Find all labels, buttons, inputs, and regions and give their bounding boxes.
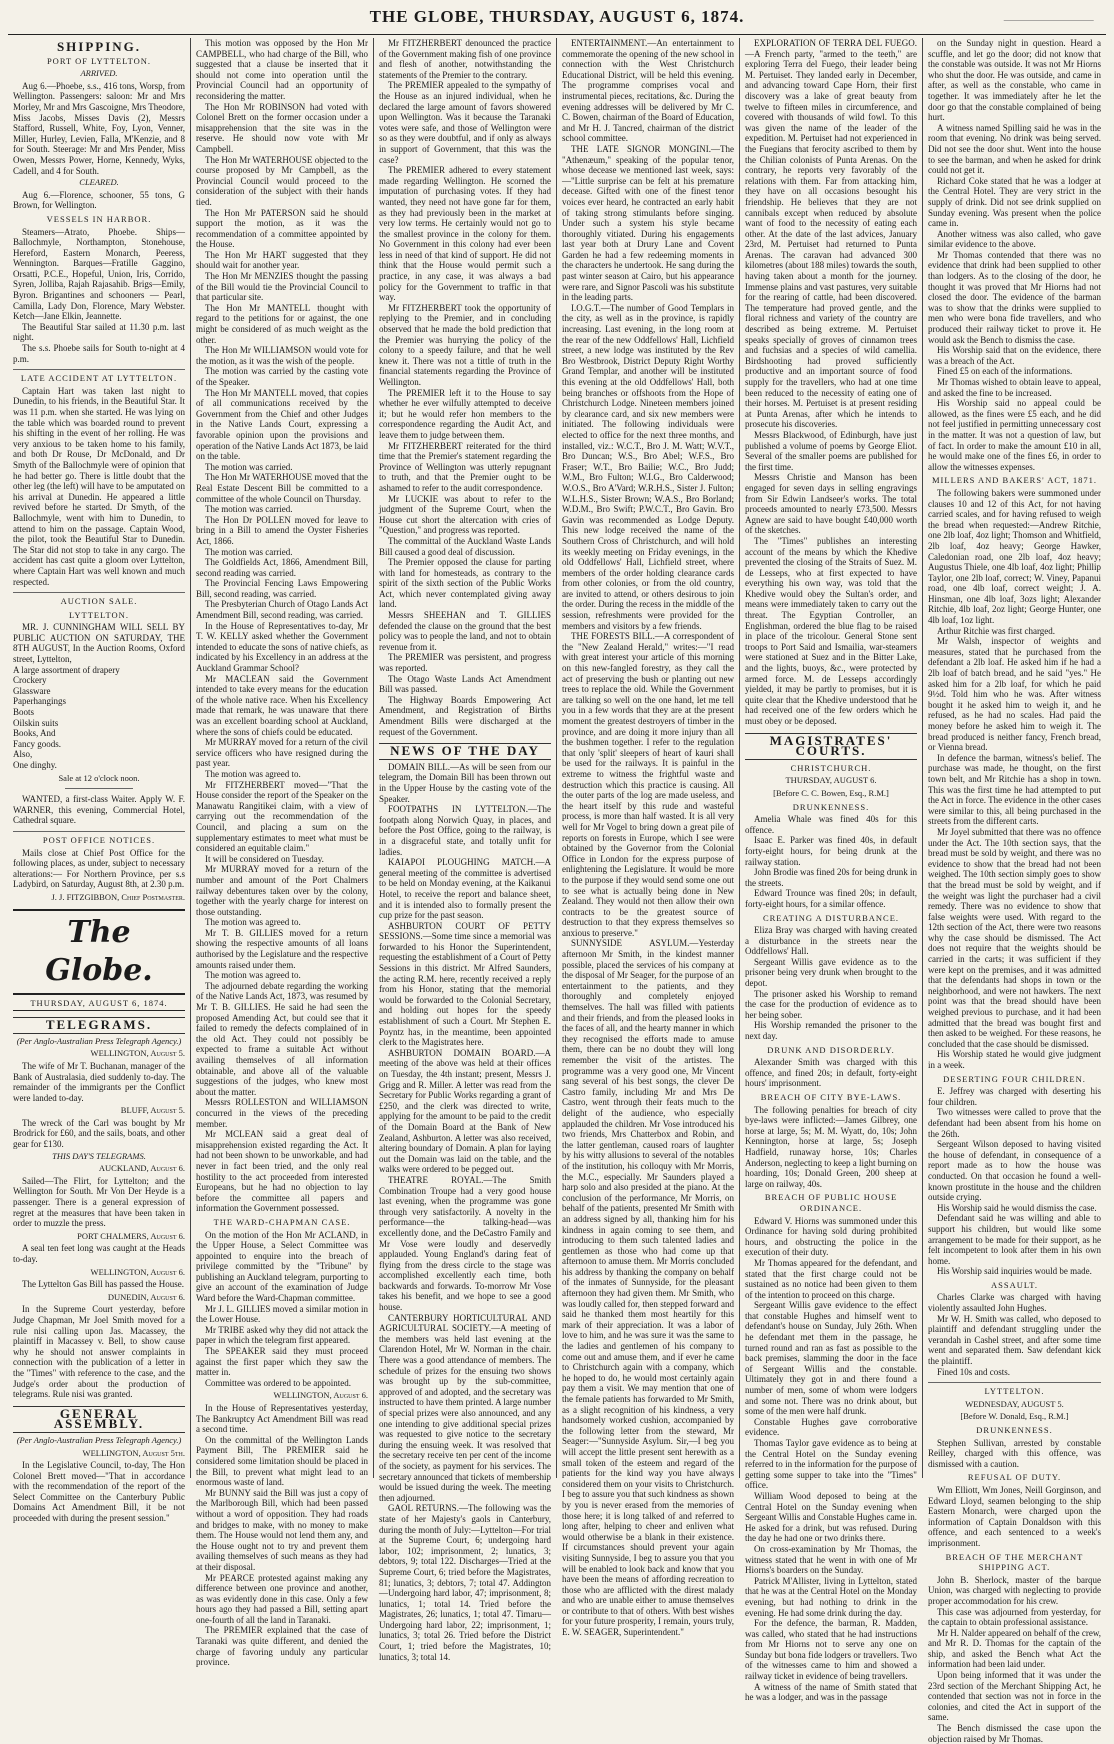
- vessels-text: Steamers—Atrato, Phoebe. Ships—Ballochmyle, Northampton, Stonehouse, Hereford, Eastern Monarch, Peeress, Wennington. Barques—Fratille Gaggino, Orsatti, P.C.E., Hopeful, Union, Iris, Corrido, Syren, Jolliba, Rajah Rajasahib. Brigs—Emily, Byron. Brigantines and schooners — Pearl, Camilla, Lady Don, Florence, Mary Webster. Ketch—Jane Elkin, Jeannette.: [13, 226, 185, 322]
- paragraph: Mr J. L. GILLIES moved a similar motion in the Lower House.: [196, 1303, 368, 1325]
- post-heading: POST OFFICE NOTICES.: [13, 831, 185, 846]
- paragraph: The Presbyterian Church of Otago Lands Act Amendment Bill, second reading, was carried.: [196, 599, 368, 621]
- case-heading: DESERTING FOUR CHILDREN.: [943, 1073, 1086, 1084]
- paragraph: On the motion of the Hon Mr ACLAND, in the Upper House, a Select Committee was appointed to enquire into the breach of privilege committed by the "Tribune" by publishing an Auckland telegram, purporting to give an account of the examination of Judge Ward before the Ward-Chapman committee.: [196, 1229, 368, 1304]
- paragraph: Mr Thomas contended that there was no evidence that drink had been supplied to other than lodgers. As to the closing of the door, he thought it was proved that Mr Hiorns had not closed the door. The evidence of the barman was to show that the drinks were supplied to men who were bona fide travellers, and who produced their railway ticket to prove it. He would ask the Bench to dismiss the case.: [928, 249, 1101, 345]
- paragraph: Committee was ordered to be appointed.: [205, 1377, 351, 1388]
- news-item: ASHBURTON COURT OF PETTY SESSIONS.—Some time since a memorial was forwarded to his Honor the Superintendent, requesting the establishment of a Court of Petty Sessions in this district. Mr Alfred Saunders, the acting R.M. here, recently received a reply from his Honor, stating that the memorial would be forwarded to the Colonial Secretary, and holding out hopes for the speedy establishment of such a Court. Mr Stephen E. Poyntz has, in the meantime, been appointed clerk to the Magistrates here.: [379, 920, 551, 1048]
- paragraph: The Goldfields Act, 1866, Amendment Bill, second reading was carried.: [196, 557, 368, 578]
- paragraph: The SPEAKER said they must proceed against the first paper which they saw the matter in.: [196, 1346, 368, 1378]
- paragraph: Arthur Ritchie was first charged.: [937, 625, 1056, 636]
- telegram-dateline: WELLINGTON, August 6.: [90, 1266, 185, 1277]
- case-heading: DRUNK AND DISORDERLY.: [767, 1044, 895, 1055]
- paragraph: The Hon Mr MANTELL thought with regard to the petitions for or against, the one might be considered of as much weight as the other.: [196, 302, 368, 345]
- auction-item: Also,: [13, 749, 33, 760]
- paragraph: The following penalties for breach of city bye-laws were inflicted:—James Gilbrey, one horse at large, 5s; M. M. Wyatt, do, 10s; John Kennington, horse at large, 5s; Joseph Hadfield, runaway horse, 10s; Charles Anderson, neglecting to keep a light burning on hoarding, 10s; Donald Green, 200 sheep at large on railway, 40s.: [745, 1104, 917, 1189]
- paragraph: The motion was carried.: [205, 461, 293, 472]
- auction-item: Oilskin suits: [13, 717, 59, 728]
- paragraph: The Bench dismissed the case upon the objection raised by Mr Thomas.: [928, 1723, 1101, 1744]
- case-heading: CREATING A DISTURBANCE.: [762, 912, 900, 923]
- paragraph: Mr H. Nalder appeared on behalf of the crew, and Mr R. D. Thomas for the captain of the ship, and asked the Bench what Act the information had been laid under.: [928, 1627, 1101, 1670]
- news-item: KAIAPOI PLOUGHING MATCH.—A general meeting of the committee is advertised to be held on Monday evening, at the Kaikanui Hotel, to receive the report and balance sheet, and it is intended also to formally present the cup prize for the past season.: [379, 857, 551, 921]
- paragraph: Edward V. Hiorns was summoned under this Ordinance for having sold during prohibited hours, and obstructing the police in the execution of their duty.: [745, 1215, 917, 1258]
- paragraph: Mr FITZHERBERT took the opportunity of replying to the Premier, and in concluding observed that he made the bold prediction that the Premier was hurrying the policy of the colony to a speedy failure, and that he well knew it. There was not a tittle of truth in the financial statements regarding the Province of Wellington.: [379, 302, 551, 387]
- paragraph: The following bakers were summoned under clauses 10 and 12 of this Act, for not having carried scales, and for having refused to weigh the bread when requested:—Andrew Ritchie, one 2lb loaf, 4oz light; Thomson and Whitfield, 2lb loaf, 4oz heavy; George Hawker, Caledonian road, one 2lb loaf, 4oz heavy; Augustus Thiele, one 4lb loaf, 4oz light; Phillip Taylor, one 2lb loaf, correct; W. Viney, Papanui road, one 4lb loaf, correct weight; J. A. Hinsman, one 4lb loaf, 3ozs light; Alexander Ritchie, 4lb loaf, 2oz light; George Hunter, one 4lb loaf, 1oz light.: [928, 487, 1101, 626]
- paragraph: The PREMIER appealed to the sympathy of the House as an injured individual, when he declared the large amount of favors showered upon Wellington. Was it because the Taranaki votes were safe, and those of Wellington were so as they were doubtful, and if only as always in support of Government, that this was the case?: [379, 80, 551, 165]
- court-bench: [Before C. C. Bowen, Esq., R.M.]: [773, 787, 889, 798]
- telegram-text: The wreck of the Carl was bought by Mr Brodrick for £60, and the sails, boats, and other gear for £130.: [13, 1117, 185, 1150]
- column-2: [191, 38, 374, 1668]
- paragraph: The Hon Mr WATERHOUSE objected to the course proposed by Mr Campbell, as the Provincial Council would proceed to the consideration of the subject with their hands tied.: [196, 154, 368, 207]
- telegram-text: The wife of Mr T. Buchanan, manager of the Bank of Australasia, died suddenly to-day. The remainder of the immigrants per the Conflict were landed to-day.: [13, 1060, 185, 1103]
- paragraph: The Otago Waste Lands Act Amendment Bill was passed.: [379, 673, 551, 695]
- news-item: Messrs Blackwood, of Edinburgh, have just published a volume of poems by George Eliot. Several of the smaller poems are published for the first time.: [745, 429, 917, 472]
- todays-telegrams-heading: THIS DAY'S TELEGRAMS.: [52, 1150, 146, 1161]
- telegrams-heading: TELEGRAMS.: [13, 1017, 185, 1034]
- paragraph: His Worship said no appeal could be allowed, as the fines were £5 each, and he did not feel justified in permitting unnecessary cost in the matter. It was not a question of law, but of fact. In order to make the amount £10 in all, he would make one of the fines £6, in order to allow the witnesses expenses.: [928, 398, 1101, 472]
- court-heading: LYTTELTON.: [928, 1382, 1101, 1397]
- case-heading: BREACH OF THE MERCHANT SHIPPING ACT.: [945, 1551, 1084, 1573]
- case-heading: BREACH OF CITY BYE-LAWS.: [760, 1092, 902, 1102]
- paragraph: The Hon Mr MANTELL moved, that copies of all communications received by the Government from the Chief and other Judges in the Native Lands Court, expressing a favorable opinion upon the provisions and operation of the Native Lands Act 1873, be laid on the table.: [196, 387, 368, 462]
- vessels-heading: VESSELS IN HARBOR.: [46, 213, 152, 224]
- paragraph: John Brodie was fined 20s for being drunk in the streets.: [745, 867, 917, 888]
- phoebe-text: The s.s. Phoebe sails for South to-night at 4 p.m.: [13, 343, 185, 364]
- separator: [65, 788, 134, 789]
- paragraph: The motion was agreed to.: [205, 970, 301, 981]
- auction-item: Books, And: [13, 728, 56, 739]
- news-item: The "Times" publishes an interesting account of the means by which the Khedive prevented the closing of the Straits of Suez. M. de Lesseps, who at first expected to have everything his own way, was told that the Khedive would obey the Sultan's order, and means were immediately taken to carry out the threat. The Egyptian Controller, an Englishman, ordered the blue flag to be raised in place of the tricolour. General Stone sent troops to Port Said and Ismailia, war-steamers were stationed at Suez and in the Bitter Lake, and the lights, buoys, &c., were protected by armed force. M. de Lesseps accordingly yielded, it may be partly to promises, but it is quite clear that the Khedive understood that he had received one of the few orders which he must obey or be deposed.: [745, 535, 917, 726]
- arrived-text: Aug 6.—Phoebe, s.s., 416 tons, Worsp, from Wellington. Passengers: saloon: Mr and Mrs Morley, Mr and Mrs Gascoigne, Mrs Theodore, Miss Jacobs, Misses Davis (2), Messrs Stafford, Russell, White, Foy, Lyon, Venner, Miller, Hurley, Levien, Falla, M'Kenzie, and 8 for South. Steerage: Mr and Mrs Pender, Miss Owen, Messrs Power, Horne, Kennedy, Wyks, Cadell, and 4 for South.: [13, 80, 185, 176]
- paragraph: Constable Hughes gave corroborative evidence.: [745, 1416, 917, 1438]
- postmaster: J. J. FITZGIBBON, Chief Postmaster.: [51, 891, 185, 902]
- news-item: ASHBURTON DOMAIN BOARD.—A meeting of the above was held at their offices on Tuesday, the 4th instant; present, Messrs J. Grigg and R. Miller. A letter was read from the Secretary for Public Works regarding a grant of £250, and the clerk was directed to write, applying for the amount to be paid to the credit of the Domain Board at the Bank of New Zealand, Ashburton. A letter was also received, altering boundary of Domain. A plan for laying out the Domain was laid on the table, and the walks were ordered to be pegged out.: [379, 1047, 551, 1175]
- case-heading: MILLERS AND BAKERS' ACT, 1871.: [931, 475, 1098, 486]
- paragraph: Mr Walsh, inspector of weights and measures, stated that he purchased from the defendant a 2lb loaf. He asked him if he had a 2lb loaf of batch bread, and he said "yes." He asked him for a 2lb loaf, for which he paid 9½d. Told him who he was. After witness bought it he asked him to weigh it, and he refused, as he had no scales. Had paid the money before he asked him to weigh it. The bread produced is neither fancy, French bread, or Vienna bread.: [928, 636, 1101, 753]
- paragraph: In the House of Representatives to-day, Mr T. W. KELLY asked whether the Government intended to educate the sons of native chiefs, as indicated by his Excellency in an address at the Auckland Grammar School?: [196, 620, 368, 674]
- assembly-source: (Per Anglo-Australian Press Telegraph Agency.): [16, 1434, 182, 1445]
- paragraph: The adjourned debate regarding the working of the Native Lands Act, 1873, was resumed by Mr T. B. GILLIES. He said he had seen the proposed Amending Act, but could see that it failed to remedy the defects complained of in the old Act. They could not possibly be expected to frame a suitable Act without availing themselves of all information obtainable, and above all of the valuable suggestions of the judges, who knew most about the matter.: [196, 980, 368, 1097]
- paragraph: Sergeant Wilson deposed to having visited the house of defendant, in consequence of a report made as to how the house was conducted. On that occasion he found a well-known prostitute in the house and the children outside crying.: [928, 1139, 1101, 1203]
- case-heading: REFUSAL OF DUTY.: [967, 1472, 1062, 1483]
- paragraph: The prisoner asked his Worship to remand the case for the production of evidence as to her being sober.: [745, 988, 917, 1020]
- auction-time: Sale at 12 o'clock noon.: [58, 772, 140, 783]
- paragraph: It will be considered on Tuesday.: [205, 853, 324, 864]
- ward-chapman-heading: THE WARD-CHAPMAN CASE.: [213, 1216, 351, 1227]
- globe-nameplate: [13, 909, 185, 995]
- column-4: [557, 38, 740, 1638]
- auction-item: Boots: [13, 707, 35, 718]
- paragraph: His Worship said he would dismiss the case.: [937, 1202, 1097, 1213]
- paragraph: Another witness was also called, who gave similar evidence to the above.: [928, 228, 1101, 250]
- paragraph: The Hon Dr POLLEN moved for leave to bring in a Bill to amend the Oyster Fisheries Act, 1866.: [196, 514, 368, 546]
- paragraph: Mr FITZHERBERT reiterated for the third time that the Premier's statement regarding the Province of Wellington was utterly repugnant to truth, and that the Premier ought to be ashamed to refer to the audit correspondence.: [379, 440, 551, 493]
- court-heading: CHRISTCHURCH.: [790, 762, 872, 773]
- paragraph: Mr FITZHERBERT denounced the practice of the Government making fish of one province and flesh of another, notwithstanding the statements of the Premier to the contrary.: [379, 38, 551, 80]
- news-of-the-day-heading: NEWS OF THE DAY: [379, 743, 551, 760]
- news-item: THEATRE ROYAL.—The Smith Combination Troupe had a very good house last evening, when the programme was gone through very satisfactorily. A novelty in the performance—the talking-head—was excellently done, and the DeCastro Family and Mr Vose were loudly and deservedly applauded. Young England's daring feat of flying from the dress circle to the stage was accomplished excellently each time, both backwards and forwards. To-morrow Mr Vose takes his benefit, and we hope to see a good house.: [379, 1174, 551, 1313]
- auction-item: One dinghy.: [13, 760, 57, 770]
- paragraph: Mr LUCKIE was about to refer to the judgment of the Supreme Court, when the House cut short the altercation with cries of "Question," and progress was reported.: [379, 493, 551, 536]
- column-5: [740, 38, 923, 1703]
- paragraph: The PREMIER was persistent, and progress was reported.: [379, 652, 551, 674]
- column-1: [8, 38, 191, 1524]
- paragraph: Mr Joyel submitted that there was no offence under the Act. The 10th section says, that the bread must be sold by weight, and there was no evidence to show that the bread had not been weighed. The 10th section simply goes to show that the bread must be sold by weight, and if the weight was light the purchaser had a civil remedy. There was no evidence to show that false weights were used. With regard to the 12th section of the Act, there were two reasons why the case should be dismissed. The Act does not require that the weights should be carried in the carts; it was sufficient if they were kept on the premises, and it was admitted that the defendants had shops in town or the neighborhood, and were not hawkers. The next point was that the bread should have been weighed previous to purchase, and it had been admitted that the bread was bought first and then asked to be weighed. For these reasons, he concluded that the case should be dismissed.: [928, 826, 1101, 1049]
- paragraph: The motion was agreed to.: [205, 768, 301, 779]
- cleared-heading: CLEARED.: [79, 177, 119, 188]
- paragraph: John B. Sherlock, master of the barque Union, was charged with neglecting to provide proper accommodation for his crew.: [928, 1574, 1101, 1606]
- paragraph: Wm Elliott, Wm Jones, Neill Gorginson, and Edward Lloyd, seamen belonging to the ship Eastern Monarch, were charged upon the information of Captain Donaldson with this offence, and each sentenced to a week's imprisonment.: [928, 1484, 1101, 1548]
- telegrams-source: (Per Anglo-Australian Press Telegraph Agency.): [16, 1035, 182, 1046]
- telegram-text: Sailed—The Flirt, for Lyttelton; and the Wellington for South. Mr Von Der Heyde is a passenger. There is a general expression of regret at the measures that have been taken in order to muzzle the press.: [13, 1175, 185, 1229]
- telegram-dateline: WELLINGTON, August 5.: [90, 1048, 185, 1059]
- assembly-dateline: WELLINGTON, August 5th.: [82, 1447, 185, 1458]
- cleared-text: Aug 6.—Florence, schooner, 55 tons, G Brown, for Wellington.: [13, 189, 185, 211]
- assembly-heading: GENERAL ASSEMBLY.: [13, 1406, 185, 1433]
- paragraph: Stephen Sullivan, arrested by constable Reilley, charged with this offence, was dismissed with a caution.: [928, 1437, 1101, 1469]
- paragraph: For the defence, the barman, R. Madden, was called, who stated that he had instructions from Mr Hiorns not to serve any one on Sunday but bona fide lodgers or travellers. Two of the witnesses came to him and showed a railway ticket in evidence of being travellers.: [745, 1618, 917, 1682]
- paragraph: E. Jeffrey was charged with deserting his four children.: [928, 1086, 1101, 1107]
- col2-paragraphs: [196, 38, 368, 1214]
- court-date: THURSDAY, AUGUST 6.: [785, 775, 877, 786]
- column-6: [923, 38, 1106, 1744]
- paragraph: Patrick M'Allister, living in Lyttelton, stated that he was at the Central Hotel on the Monday evening, but had nothing to drink in the evening. He had some drink during the day.: [745, 1575, 917, 1618]
- court-bench: [Before W. Donald, Esq., R.M.]: [960, 1411, 1069, 1422]
- paragraph: The motion was agreed to.: [205, 917, 301, 928]
- paragraph: on the Sunday night in question. Heard a scuffle, and let go the door; did not know that the constable was outside. It was not Mr Hiorns who shut the door. He was outside, and came in after, as well as the constable, who came in together. It was immediately after he let the door go that the constable complained of being hurt.: [928, 38, 1101, 123]
- paragraph: A witness of the name of Smith stated that he was a lodger, and was in the passage: [745, 1681, 917, 1703]
- news-item: DOMAIN BILL.—As will be seen from our telegram, the Domain Bill has been thrown out in the Upper House by the casting vote of the Speaker.: [379, 761, 551, 804]
- paragraph: Mr MURRAY moved for a return of the number and amount of the Port Chalmers railway debentures taken over by the colony, together with the yearly charge for interest on those outstanding.: [196, 864, 368, 917]
- paragraph: His Worship said that on the evidence, there was a breach of the Act.: [928, 345, 1101, 366]
- paragraph: Mr MURRAY moved for a return of the civil service officers who have resigned during the past year.: [196, 737, 368, 769]
- paragraph: Messrs ROLLESTON and WILLIAMSON concurred in the views of the preceding member.: [196, 1097, 368, 1129]
- paragraph: In defence the barman, witness's belief. The purchase was made, he thought, on the first town belt, and Mr Ritchie has a shop in town. This was the first time he had attempted to put the Act in force. The evidence in the other cases were similar to this, all being purchased in the streets from the different carts.: [928, 752, 1101, 827]
- paragraph: The Hon Mr WATERHOUSE moved that the Real Estate Descent Bill be committed to a committee of the whole Council on Thursday.: [196, 472, 368, 504]
- news-item: FOOTPATHS IN LYTTELTON.—The footpath along Norwich Quay, in places, and before the Post Office, going to the railway, is in a disgraceful state, and totally unfit for ladies.: [379, 804, 551, 857]
- telegram-dateline: BLUFF, August 5.: [120, 1105, 185, 1116]
- paragraph: Edward Trounce was fined 20s; in default, forty-eight hours, for a similar offence.: [745, 888, 917, 909]
- paragraph: The Highway Boards Empowering Act Amendment, and Registration of Births Amendment Bills were discharged at the request of the Government.: [379, 694, 551, 737]
- paragraph: Charles Clarke was charged with having violently assaulted John Hughes.: [928, 1292, 1101, 1314]
- news-item: EXPLORATION OF TERRA DEL FUEGO.—A French party, "armed to the teeth," are exploring Terra del Fuego, their leader being M. Pertuiset. They landed early in December, and advancing toward Cape Horn, their first discovery was a lake of great beauty from twelve to fifteen miles in circumference, and covered with thousands of wild fowl. To this was given the name of the leader of the expedition. M. Pertuiset had not experienced in the Fuegians that ferocity ascribed to them by the Chilian colonists of Punta Arenas. On the contrary, he reports very favorably of the relations with them. Far from attacking him, they have on all occasions besought his friendship. He believes that they are not cannibals except when reduced by absolute want of food to the necessity of eating each other. At the date of the last advices, January 23rd, M. Pertuiset had returned to Punta Arenas. The caravan had advanced 300 kilometres (about 188 miles) towards the south, having taken about a month for the journey. Immense plains and vast pastures, very suitable for the rearing of cattle, had been discovered. The temperature had proved gentle, and the floral richness and variety of the country are described as being extreme. M. Pertuiset speaks specially of groves of cinnamon trees and fuchsias and a species of wild camellia. Birdshooting had proved sufficiently productive and an important source of food supply for the travellers, who had at one time been reduced to the necessity of eating one of their horses. M. Pertuiset is at present residing at Punta Arenas, after which he intends to prosecute his discoveries.: [745, 38, 917, 430]
- paragraph: The Hon Mr HART suggested that they should wait for another year.: [196, 249, 368, 271]
- accident-heading: LATE ACCIDENT AT LYTTELTON.: [13, 369, 185, 384]
- paragraph: Thomas Taylor gave evidence as to being at the Central Hotel on the Sunday evening referred to in the information for the purpose of getting some supper to take into the "Times" office.: [745, 1438, 917, 1491]
- auction-place: LYTTELTON.: [69, 609, 129, 620]
- paragraph: The Provincial Fencing Laws Empowering Bill, second reading, was carried.: [196, 578, 368, 599]
- paragraph: The Hon Mr ROBINSON had voted with Colonel Brett on the former occasion under a misapprehension that the site was in the reserve. He should now vote with Mr Campbell.: [196, 101, 368, 154]
- paragraph: Mr MACLEAN said the Government intended to take every means for the education of the whole native race. When his Excellency made that remark, he was unaware that there was an excellent boarding school at Auckland, where the sons of chiefs could be educated.: [196, 673, 368, 737]
- paragraph: Mr T. B. GILLIES moved for a return showing the respective amounts of all loans authorised by the Legislature and the respective amounts raised under them.: [196, 927, 368, 970]
- auction-intro: MR. J. CUNNINGHAM WILL SELL BY PUBLIC AUCTION ON SATURDAY, THE 8TH AUGUST, In the Auction Rooms, Oxford street, Lyttelton,: [13, 622, 185, 665]
- telegram-dateline: DUNEDIN, August 6.: [107, 1291, 185, 1302]
- news-item: Messrs Christie and Manson has been engaged for seven days in selling engravings from Sir Edwin Landseer's works. The total proceeds amounted to nearly £73,500. Messrs Agnew are said to have bought £40,000 worth of the sketches.: [745, 472, 917, 536]
- news-item: I.O.G.T.—The number of Good Templars in the city, as well as in the province, is rapidly increasing. Last evening, in the long room at the rear of the new Oddfellows' Hall, Lichfield street, a new lodge was instituted by the Rev Bro Westbrook, District Deputy Right Worthy Grand Templar, and another will be instituted this evening at the old Oddfellows' Hall, both being branches or offshoots from the Hope of Christchurch Lodge. Nineteen members joined by clearance card, and six new members were initiated. The following individuals were elected to office for the next three months, and installed, viz.: W.C.T., Bro J. M. Watt; W.V.T., Bro Duncan; W.S., Bro Abel; W.F.S., Bro Fraser; W.T., Bro Bailie; W.C., Bro Judd; W.M., Bro Fulton; W.I.G., Bro Calderwood; W.O.S., Bro A'Vard; W.R.H.S., Sister J. Fulton; W.L.H.S., Sister Brown; W.A.S., Bro Borland; W.D.M., Bro Swift; P.W.C.T., Bro Gavin. Bro Gavin was recommended as Lodge Deputy. This new lodge received the name of the Southern Cross of Christchurch, and will hold its weekly meeting on Friday evenings, in the old Oddfellows' Hall, Lichfield street, where members of the order holding clearance cards from other colonies, or from the old country, are invited to attend, or others desirous to join the order. During the recess in the middle of the session, refreshments were provided for the members and visitors by a few friends.: [562, 302, 734, 631]
- news-item: THE LATE SIGNOR MONGINI.—The "Athenæum," speaking of the popular tenor, whose decease we mentioned last week, says:—"Little surprise can be felt at his premature decease. Gifted with one of the finest tenor voices ever heard, he contracted an early habit of taking strong stimulants before singing. Under such a system his style became thoroughly vitiated. During his engagements last year both at Drury Lane and Covent Garden he had a few redeeming moments in the characters he undertook. He sang during the past winter season at Cairo, but his appearance were rare, and Signor Pascoli was his substitute in the leading parts.: [562, 143, 734, 303]
- paragraph: Mr Thomas appeared for the defendant, and stated that the first charge could not be sustained as no notice had been given to them of the intention to proceed on this charge.: [745, 1257, 917, 1300]
- post-text: Mails close at Chief Post Office for the following places, as under, subject to necessary alterations:— For Northern Province, per s.s Ladybird, on Saturday, August 8th, at 2.30 p.m.: [13, 847, 185, 890]
- auction-items: [13, 665, 185, 771]
- paragraph: A witness named Spilling said he was in the room that evening. No drink was being served. Did not see the door shut. Went into the house to see the barman, and when he asked for drink could not get it.: [928, 122, 1101, 176]
- paragraph: This motion was opposed by the Hon Mr CAMPBELL, who had charge of the Bill, who suggested that a clause be inserted that it should not come into operation until the Provincial Council had an opportunity of reconsidering the matter.: [196, 38, 368, 101]
- paragraph: Mr TRIBE asked why they did not attack the paper in which the telegram first appeared.: [196, 1324, 368, 1346]
- starsail-text: The Beautiful Star sailed at 11.30 p.m. last night.: [13, 321, 185, 343]
- auction-item: Paperhangings: [13, 696, 66, 707]
- news-item: ENTERTAINMENT.—An entertainment to commemorate the opening of the new school in connection with the West Christchurch Educational District, will be held this evening. The programme comprises vocal and instrumental pieces, recitations, &c. During the evening addresses will be delivered by Mr C. C. Bowen, chairman of the Board of Education, and Mr H. J. Tancred, chairman of the district school committee.: [562, 38, 734, 144]
- paragraph: Richard Coke stated that he was a lodger at the Central Hotel. They are very strict in the supply of drink. Did not see drink supplied on Sunday evening. Was present when the police came in.: [928, 175, 1101, 229]
- paragraph: Mr BUNNY said the Bill was just a copy of the Marlborough Bill, which had been passed without a word of opposition. They had roads and bridges to make, with no money to make them. The House would not lend them any, and the House ought not to try and prevent them availing themselves of such means as they had at their disposal.: [196, 1487, 368, 1572]
- paragraph: In the House of Representatives yesterday, The Bankruptcy Act Amendment Bill was read a second time.: [196, 1403, 368, 1435]
- paragraph: Upon being informed that it was under the 23rd section of the Merchant Shipping Act, he contended that section was not in force in the colonies, and cited the Act in support of the same.: [928, 1670, 1101, 1723]
- auction-item: Glassware: [13, 685, 51, 696]
- paragraph: The motion was carried.: [205, 546, 293, 557]
- assembly-text: In the Legislative Council, to-day, The Hon Colonel Brett moved—"That in accordance with the recommendation of the report of the Select Committee on the Canterbury Public Domains Act Amendment Bill, it be not proceeded with during the present session.": [13, 1460, 185, 1524]
- paragraph: His Worship stated he would give judgment in a week.: [928, 1049, 1101, 1070]
- case-heading: ASSAULT.: [991, 1279, 1038, 1290]
- masthead-rule: [8, 34, 1106, 35]
- paragraph: Amelia Whale was fined 40s for this offence.: [745, 814, 917, 835]
- court-date: WEDNESDAY, AUGUST 5.: [965, 1398, 1064, 1409]
- paragraph: The committal of the Auckland Waste Lands Bill caused a good deal of discussion.: [379, 535, 551, 557]
- paragraph: Eliza Bray was charged with having created a disturbance in the streets near the Oddfellows' Hall.: [745, 925, 917, 957]
- paragraph: Fined £5 on each of the informations.: [937, 366, 1073, 377]
- masthead: [0, 0, 1114, 34]
- column-3: [374, 38, 557, 1662]
- auction-item: A large assortment of drapery: [13, 664, 120, 675]
- paragraph: The motion was carried.: [205, 504, 293, 515]
- paragraph: On cross-examination by Mr Thomas, the witness stated that he went in with one of Mr Hiorns's boarders on the Sunday.: [745, 1543, 917, 1576]
- paragraph: Sergeant Willis gave evidence to the effect that constable Hughes and himself went to defendant's house on Sunday, July 26th. When he defendant met them in the passage, he turned round and ran as fast as possible to the back premises, slamming the door in the face of Sergeant Willis and the constable. Ultimately they got in and there found a number of men, some of whom were lodgers and some not. There was no drink about, but some of the men were half drunk.: [745, 1300, 917, 1417]
- shipping-heading: SHIPPING.: [56, 39, 142, 54]
- paragraph: Isaac E. Parker was fined 40s, in default forty-eight hours, for being drunk at the railway station.: [745, 835, 917, 867]
- news-item: CANTERBURY HORTICULTURAL AND AGRICULTURAL SOCIETY.—A meeting of the members was held last evening at the Clarendon Hotel, Mr W. Norman in the chair. There was a good attendance of members. The schedule of prizes for the ensuing two shows was brought up by the sub-committee, approved of and adopted, and the secretary was instructed to have them printed. A large number of special prizes were also announced, and any one intending to give additional special prizes was requested to give notice to the secretary during the ensuing week. It was resolved that the secretary receive ten per cent of the income of the society, as payment for his services. The secretary announced that tickets of membership would be issued during the week. The meeting then adjourned.: [379, 1312, 551, 1503]
- paragraph: On the committal of the Wellington Lands Payment Bill, The PREMIER said he considered some limitation should be placed in the Bill, to prevent what might lead to an enormous waste of land.: [196, 1434, 368, 1488]
- paragraph: The Hon Mr MENZIES thought the passing of the Bill would tie the Provincial Council to that particular site.: [196, 271, 368, 303]
- case-heading: DRUNKENNESS.: [792, 801, 870, 812]
- telegram-text: A seal ten feet long was caught at the Heads to-day.: [13, 1243, 185, 1264]
- news-item: SUNNYSIDE ASYLUM.—Yesterday afternoon Mr Smith, in the kindest manner possible, placed the services of his company at the disposal of Mr Seager, for the purpose of an entertainment to the patients, and they thoroughly and completely enjoyed themselves. The hall was filled with patients and their friends, and from the pleased looks in the faces of all, and the hearty manner in which they recognised the efforts made to amuse them, there can be no doubt they will long remember the visit of the artistes. The programme was a very good one, Mr Vincent sang several of his best songs, the clever De Castro family, including Mr and Mrs De Castro, went through their feats much to the delight of the audience, who especially applauded the children. Mr Vose introduced his two friends, Mrs Chatterbox and Robin, and the latter gentleman, caused roars of laughter by his witty allusions to several of the notables of the institution, his colloquy with Mr Morris, the M.C., especially. Mr Saunders played a harp solo and also presided at the piano. At the conclusion of the performance, Mr Morris, on behalf of the patients, presented Mr Smith with an address signed by all, thanking him for his kindness in again coming to see them, and introducing to them such talented ladies and gentlemen as those who had come up that afternoon to amuse them. Mr Morris concluded his address by thanking the company on behalf of the inmates of Sunnyside, for the pleasant afternoon they had given them. Mr Smith, who was loudly called for, then stepped forward and said he thanked them most heartily for this mark of their appreciation. It was a labor of love to him, and he was sure it was the same to the ladies and gentlemen of his company to come out and amuse them, and if ever he came to Christchurch again with a company, which he hoped to do, he would most certainly again pay them a visit. We may mention that one of the female patients has forwarded to Mr Smith, as a slight recognition of his kindness, a very handsomely worked cushion, accompanied by the following letter from the steward, Mr Seager:—"Sunnyside Asylum. Sir,—I beg you will accept the little present sent herewith as a small token of the esteem and regard of the patients for the kind way you have always considered them on your visits to Christchurch. I beg to assure you that such kindness as shown by you is never erased from the memories of those here; it is long talked of and referred to long after, helping to cheer and enliven what would otherwise be a blank in their existence. If circumstances should prevent your again visiting Sunnyside, I beg to assure you that you will be enabled to look back and know that you have been the means of affording recreation to those who are afflicted with the direst malady and who are unable either to amuse themselves or contribute to that of others. With best wishes for your future prosperity, I remain, yours truly, E. W. SEAGER, Superintendent.": [562, 938, 734, 1638]
- paragraph: The Hon Mr WILLIAMSON would vote for the motion, as it was the wish of the people.: [196, 345, 368, 366]
- port-heading: PORT OF LYTTELTON.: [46, 55, 152, 66]
- paragraph: The PREMIER adhered to every statement made regarding Wellington. He scorned the imputation of purchasing votes. If they had wanted, they need not have gone far for them, as they had previously been in the market at very low terms. He certainly would not go to the smallest province in the colony for them. No Government in this colony had ever been less in need of that kind of support. He did not think that the House would permit such a practice, in any case, it was always a bad policy for the Government to traffic in that way.: [379, 165, 551, 303]
- case-heading: BREACH OF PUBLIC HOUSE ORDINANCE.: [764, 1192, 898, 1213]
- telegram-dateline: PORT CHALMERS, August 6.: [77, 1230, 185, 1241]
- paragraph: Mr PEARCE protested against making any difference between one province and another, as was evidently done in this case. Only a few hours ago they had passed a Bill, setting apart one-fourth of all the land in Taranaki.: [196, 1572, 368, 1625]
- paragraph: Alexander Smith was charged with this offence, and fined 20s; in default, forty-eight hours' imprisonment.: [745, 1057, 917, 1089]
- paragraph: His Worship said inquiries would be made.: [937, 1266, 1092, 1277]
- arrived-heading: ARRIVED.: [80, 68, 118, 79]
- case-heading: DRUNKENNESS.: [976, 1425, 1053, 1435]
- paragraph: Sergeant Willis gave evidence as to the prisoner being very drunk when brought to the depot.: [745, 956, 917, 989]
- paragraph: Two witnesses were called to prove that the defendant had been absent from his home on the 26th.: [928, 1107, 1101, 1139]
- magistrates-courts-heading: MAGISTRATES' COURTS.: [745, 733, 917, 760]
- paragraph: This case was adjourned from yesterday, for the captain to obtain professional assistance.: [928, 1606, 1101, 1628]
- handwritten-mark: [1004, 6, 1099, 21]
- paragraph: Fined 10s and costs.: [937, 1366, 1010, 1377]
- accident-text: Captain Hart was taken last night to Dunedin, to his friends, in the Beautiful Star. It was 11 p.m. when she started. He was lying on the table which was boarded round to prevent his shifting in the event of her rolling. He was very anxious to be taken home to his family, and both Dr Rouse, Dr McDonald, and Dr Smyth of the Ballochmyle were of opinion that he had better go. There is little doubt that the other leg (the left) will have to be amputated on his arrival at Dunedin. He appeared a little revived before he started. Dr Smyth, of the Ballochmyle, went with him to Dunedin, to attend to him on the passage. Captain Wood, the pilot, took the Beautiful Star to Dunedin. The Star did not stop to take in any cargo. The accident has cast quite a gloom over Lyttelton, where Captain Hart was well known and much respected.: [13, 385, 185, 587]
- paragraph: Mr Thomas wished to obtain leave to appeal, and asked the fine to be increased.: [928, 377, 1101, 398]
- paragraph: The Hon Mr PATERSON said he should support the motion, as it was the recommendation of a committee appointed by the House.: [196, 207, 368, 250]
- telegram-text: The Lyttelton Gas Bill has passed the House.: [22, 1279, 184, 1290]
- paragraph: The motion was carried by the casting vote of the Speaker.: [196, 366, 368, 387]
- waiter-ad: WANTED, a first-class Waiter. Apply W. F. WARNER, this evening, Commercial Hotel, Cathedral square.: [13, 794, 185, 826]
- paragraph: Messrs SHEEHAN and T. GILLIES defended the clause on the ground that the best policy was to people the land, and not to obtain revenue from it.: [379, 610, 551, 652]
- news-item: THE FORESTS BILL.—A correspondent of the "New Zealand Herald," writes:—"I read with great interest your article of this morning on this new-fangled forestry, as they call the act of preserving the bush or planting out new trees to replace the old. While the Government are talking so well on the one hand, let me tell you in a few words that they are at the present moment the greatest destroyers of timber in the province, and are doing it more injury than all the bushmen together. I refer to the regulation that only 'split' sleepers of heart of kauri shall be used for the railways. It is painful in the extreme to witness the frightful waste and destruction which this practice is causing. All the outer parts of the log are made useless, and the heart itself by this rude and wasteful process, is more than half wasted. It is all very well for Mr Vogel to bring down a great pile of reports on forests in Europe, which I see were obtained by the Governor from the Colonial Office in London for the express purpose of enlightening the Legislature. It would be more to the purpose if they would send some one out to see what is actually being done in New Zealand. They would not then allow their own contracts to be the greatest source of destruction to that they express themselves so anxious to preserve.": [562, 631, 734, 938]
- paragraph: Mr W. H. Smith was called, who deposed to plaintiff and defendant struggling under the verandah in Cashel street, and after some time went and separated them. Saw defendant kick the plaintiff.: [928, 1313, 1101, 1367]
- telegram-text: In the Supreme Court yesterday, before Judge Chapman, Mr Joel Smith moved for a rule nisi calling upon Jas. Macassey, the plaintiff in Macassey v. Bell, to show cause why he should not answer complaints in connection with the publication of a letter in the "Times" with reference to the case, and the Judge's order about the production of telegrams. Rule nisi was granted.: [13, 1304, 185, 1400]
- columns: [8, 38, 1106, 1744]
- paragraph: William Wood deposed to being at the Central Hotel on the Sunday evening when Sergeant Willis and Constable Hughes came in. He asked for a drink, but was refused. During the day he had one or two drinks there.: [745, 1490, 917, 1544]
- paragraph: The Premier opposed the clause for parting with land for homesteads, as contrary to the spirit of the sixth section of the Public Works Act, which never contemplated giving away land.: [379, 557, 551, 610]
- dateline: WELLINGTON, August 6.: [273, 1390, 368, 1401]
- paragraph: Mr MCLEAN said a great deal of misapprehension existed regarding the Act. It had not been shown to be unworkable, and had never in fact been tried, and the only real hostility to the act proceeded from interested Europeans, but he had no objection to lay before the committee all papers and information the Government possessed.: [196, 1129, 368, 1214]
- paragraph: Mr FITZHERBERT moved—"That the House consider the report of the Speaker on the Manawatu Rangitikei claim, with a view of carrying out the recommendation of the Council, and placing a sum on the supplementary estimates to meet what must be considered an equitable claim.": [196, 779, 368, 854]
- masthead-title: THE GLOBE, THURSDAY, AUGUST 6, 1874.: [369, 7, 745, 26]
- globe-date: THURSDAY, AUGUST 6, 1874.: [13, 998, 185, 1012]
- paragraph: The PREMIER explained that the case of Taranaki was quite different, and denied the charge of favoring unduly any particular province.: [196, 1625, 368, 1668]
- paragraph: Defendant said he was willing and able to support his children, but would like some arrangement to be made for their support, as he felt incompetent to look after them in his own home.: [928, 1213, 1101, 1266]
- auction-item: Crockery: [13, 675, 47, 686]
- news-item: GAOL RETURNS.—The following was the state of her Majesty's gaols in Canterbury, during the month of July:—Lyttelton—For trial at the Supreme Court, 6; undergoing hard labor, 102; imprisonment, 2; lunatics, 3; debtors, 9; total 122. Discharges—Tried at the Supreme Court, 6; tried before the Magistrates, 81; lunatics, 3; debtors, 7; total 47. Addington—Undergoing hard labor, 47; imprisonment, 8; lunatics, 1; total 14. Tried before the Magistrates, 26; lunatics, 1; total 47. Timaru—Undergoing hard labor, 22; imprisonment, 1; lunatics, 3; total 26. Tried before the District Court, 1; tried before the Magistrates, 10; lunatics, 3; total 14.: [379, 1503, 551, 1662]
- globe-logo: The Globe.: [45, 914, 153, 988]
- telegram-dateline: AUCKLAND, August 6.: [98, 1163, 185, 1174]
- paragraph: His Worship remanded the prisoner to the next day.: [745, 1020, 917, 1042]
- paragraph: The PREMIER left it to the House to say whether he ever wilfully attempted to deceive it; but he would refer hon members to the correspondence regarding the Audit Act, and leave them to judge between them.: [379, 387, 551, 440]
- auction-heading: AUCTION SALE.: [13, 592, 185, 607]
- auction-item: Fancy goods.: [13, 738, 61, 749]
